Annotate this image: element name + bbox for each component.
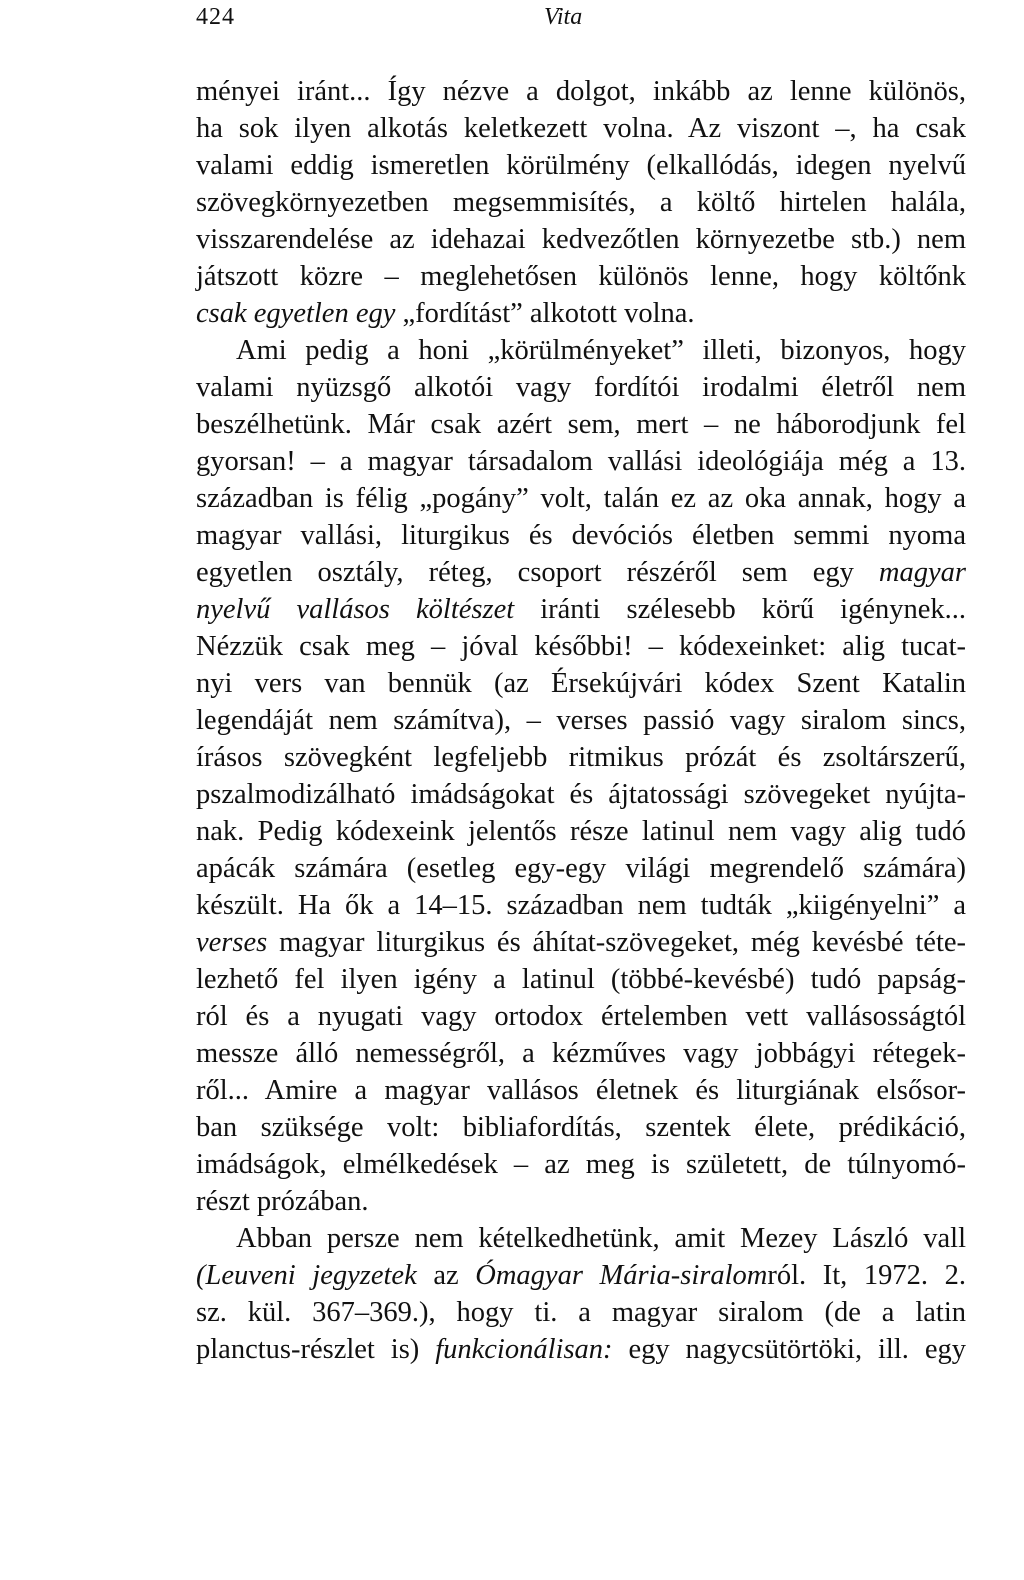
page-header bbox=[196, 4, 966, 34]
text-segment: messze álló nemességről, a kézműves vagy jobbágyi rétegek- bbox=[196, 1038, 966, 1069]
text-segment: beszélhetünk. Már csak azért sem, mert – ne háborodjunk fel bbox=[196, 409, 966, 440]
italic-text: csak egyetlen egy bbox=[196, 298, 396, 329]
text-segment: iránti szélesebb körű igénynek... bbox=[514, 594, 966, 625]
italic-text: Ómagyar Mária-siralom bbox=[475, 1260, 768, 1291]
text-segment: az bbox=[416, 1260, 476, 1291]
text-line bbox=[196, 73, 966, 110]
running-head: Vita bbox=[544, 4, 583, 30]
text-line bbox=[196, 1294, 966, 1331]
text-segment: ban szüksége volt: bibliafordítás, szentek élete, prédikáció, bbox=[196, 1112, 966, 1143]
text-line bbox=[196, 850, 966, 887]
text-segment: valami nyüzsgő alkotói vagy fordítói irodalmi életről nem bbox=[196, 372, 966, 403]
text-segment: században is félig „pogány” volt, talán ez az oka annak, hogy a bbox=[196, 483, 966, 514]
text-segment: nak. Pedig kódexeink jelentős része latinul nem vagy alig tudó bbox=[196, 816, 966, 847]
text-segment: ről... Amire a magyar vallásos életnek és liturgiának elsősor- bbox=[196, 1075, 966, 1106]
text-segment: magyar liturgikus és áhítat-szövegeket, még kevésbé téte- bbox=[267, 927, 966, 958]
text-segment: írásos szövegként legfeljebb ritmikus prózát és zsoltárszerű, bbox=[196, 742, 966, 773]
text-line bbox=[196, 258, 966, 295]
text-line bbox=[196, 517, 966, 554]
text-line bbox=[196, 702, 966, 739]
italic-text: funkcionálisan: bbox=[435, 1334, 613, 1365]
text-line bbox=[196, 924, 966, 961]
text-line bbox=[196, 184, 966, 221]
text-segment: ha sok ilyen alkotás keletkezett volna. Az viszont –, ha csak bbox=[196, 113, 966, 144]
text-line bbox=[196, 1183, 966, 1220]
text-segment: legendáját nem számítva), – verses passió vagy siralom sincs, bbox=[196, 705, 966, 736]
italic-text: magyar bbox=[878, 557, 966, 588]
text-segment: egyetlen osztály, réteg, csoport részéről sem egy bbox=[196, 557, 879, 588]
text-line bbox=[196, 147, 966, 184]
text-segment: játszott közre – meglehetősen különös lenne, hogy költőnk bbox=[196, 261, 966, 292]
text-line bbox=[196, 1035, 966, 1072]
text-segment: planctus-részlet is) bbox=[196, 1334, 436, 1365]
text-line bbox=[196, 739, 966, 776]
text-line bbox=[196, 1220, 966, 1257]
text-segment: egy nagycsütörtöki, ill. egy bbox=[612, 1334, 966, 1365]
body-text bbox=[196, 73, 966, 1368]
text-line bbox=[196, 110, 966, 147]
text-line bbox=[196, 221, 966, 258]
text-segment: készült. Ha ők a 14–15. században nem tudták „kiigényelni” a bbox=[196, 890, 966, 921]
italic-text: verses bbox=[196, 927, 268, 958]
text-segment: „fordítást” alkotott volna. bbox=[395, 298, 695, 329]
text-segment: visszarendelése az idehazai kedvezőtlen környezetbe stb.) nem bbox=[196, 224, 966, 255]
text-line bbox=[196, 554, 966, 591]
text-segment: nyi vers van bennük (az Érsekújvári kódex Szent Katalin bbox=[196, 668, 966, 699]
text-segment: pszalmodizálható imádságokat és ájtatossági szövegeket nyújta- bbox=[196, 779, 966, 810]
text-line bbox=[196, 591, 966, 628]
text-line bbox=[196, 406, 966, 443]
page-number: 424 bbox=[196, 4, 235, 30]
text-segment: valami eddig ismeretlen körülmény (elkallódás, idegen nyelvű bbox=[196, 150, 966, 181]
text-segment: Ami pedig a honi „körülményeket” illeti, bizonyos, hogy bbox=[236, 335, 966, 366]
text-line bbox=[196, 1072, 966, 1109]
text-segment: sz. kül. 367–369.), hogy ti. a magyar siralom (de a latin bbox=[196, 1297, 966, 1328]
text-segment: lezhető fel ilyen igény a latinul (többé-kevésbé) tudó papság- bbox=[196, 964, 966, 995]
text-segment: Abban persze nem kételkedhetünk, amit Mezey László vall bbox=[236, 1223, 966, 1254]
text-line bbox=[196, 665, 966, 702]
text-segment: gyorsan! – a magyar társadalom vallási ideológiája még a 13. bbox=[196, 446, 966, 477]
text-segment: ról és a nyugati vagy ortodox értelemben vett vallásosságtól bbox=[196, 1001, 966, 1032]
text-line bbox=[196, 998, 966, 1035]
text-segment: szövegkörnyezetben megsemmisítés, a költő hirtelen halála, bbox=[196, 187, 966, 218]
text-line bbox=[196, 776, 966, 813]
text-line bbox=[196, 369, 966, 406]
text-line bbox=[196, 332, 966, 369]
italic-text: nyelvű vallásos költészet bbox=[196, 594, 515, 625]
text-line bbox=[196, 887, 966, 924]
text-segment: imádságok, elmélkedések – az meg is született, de túlnyomó- bbox=[196, 1149, 966, 1180]
text-segment: Nézzük csak meg – jóval későbbi! – kódexeinket: alig tucat- bbox=[196, 631, 966, 662]
text-segment: ményei iránt... Így nézve a dolgot, inkább az lenne különös, bbox=[196, 76, 966, 107]
text-line bbox=[196, 1109, 966, 1146]
text-segment: ról. It, 1972. 2. bbox=[767, 1260, 967, 1291]
text-line bbox=[196, 295, 966, 332]
text-segment: magyar vallási, liturgikus és devóciós életben semmi nyoma bbox=[196, 520, 966, 551]
text-line bbox=[196, 961, 966, 998]
text-line bbox=[196, 1146, 966, 1183]
text-line bbox=[196, 1257, 966, 1294]
text-segment: részt prózában. bbox=[196, 1186, 369, 1217]
text-line bbox=[196, 1331, 966, 1368]
text-line bbox=[196, 813, 966, 850]
text-line bbox=[196, 628, 966, 665]
text-line bbox=[196, 480, 966, 517]
italic-text: (Leuveni jegyzetek bbox=[196, 1260, 417, 1291]
text-segment: apácák számára (esetleg egy-egy világi megrendelő számára) bbox=[196, 853, 966, 884]
text-line bbox=[196, 443, 966, 480]
